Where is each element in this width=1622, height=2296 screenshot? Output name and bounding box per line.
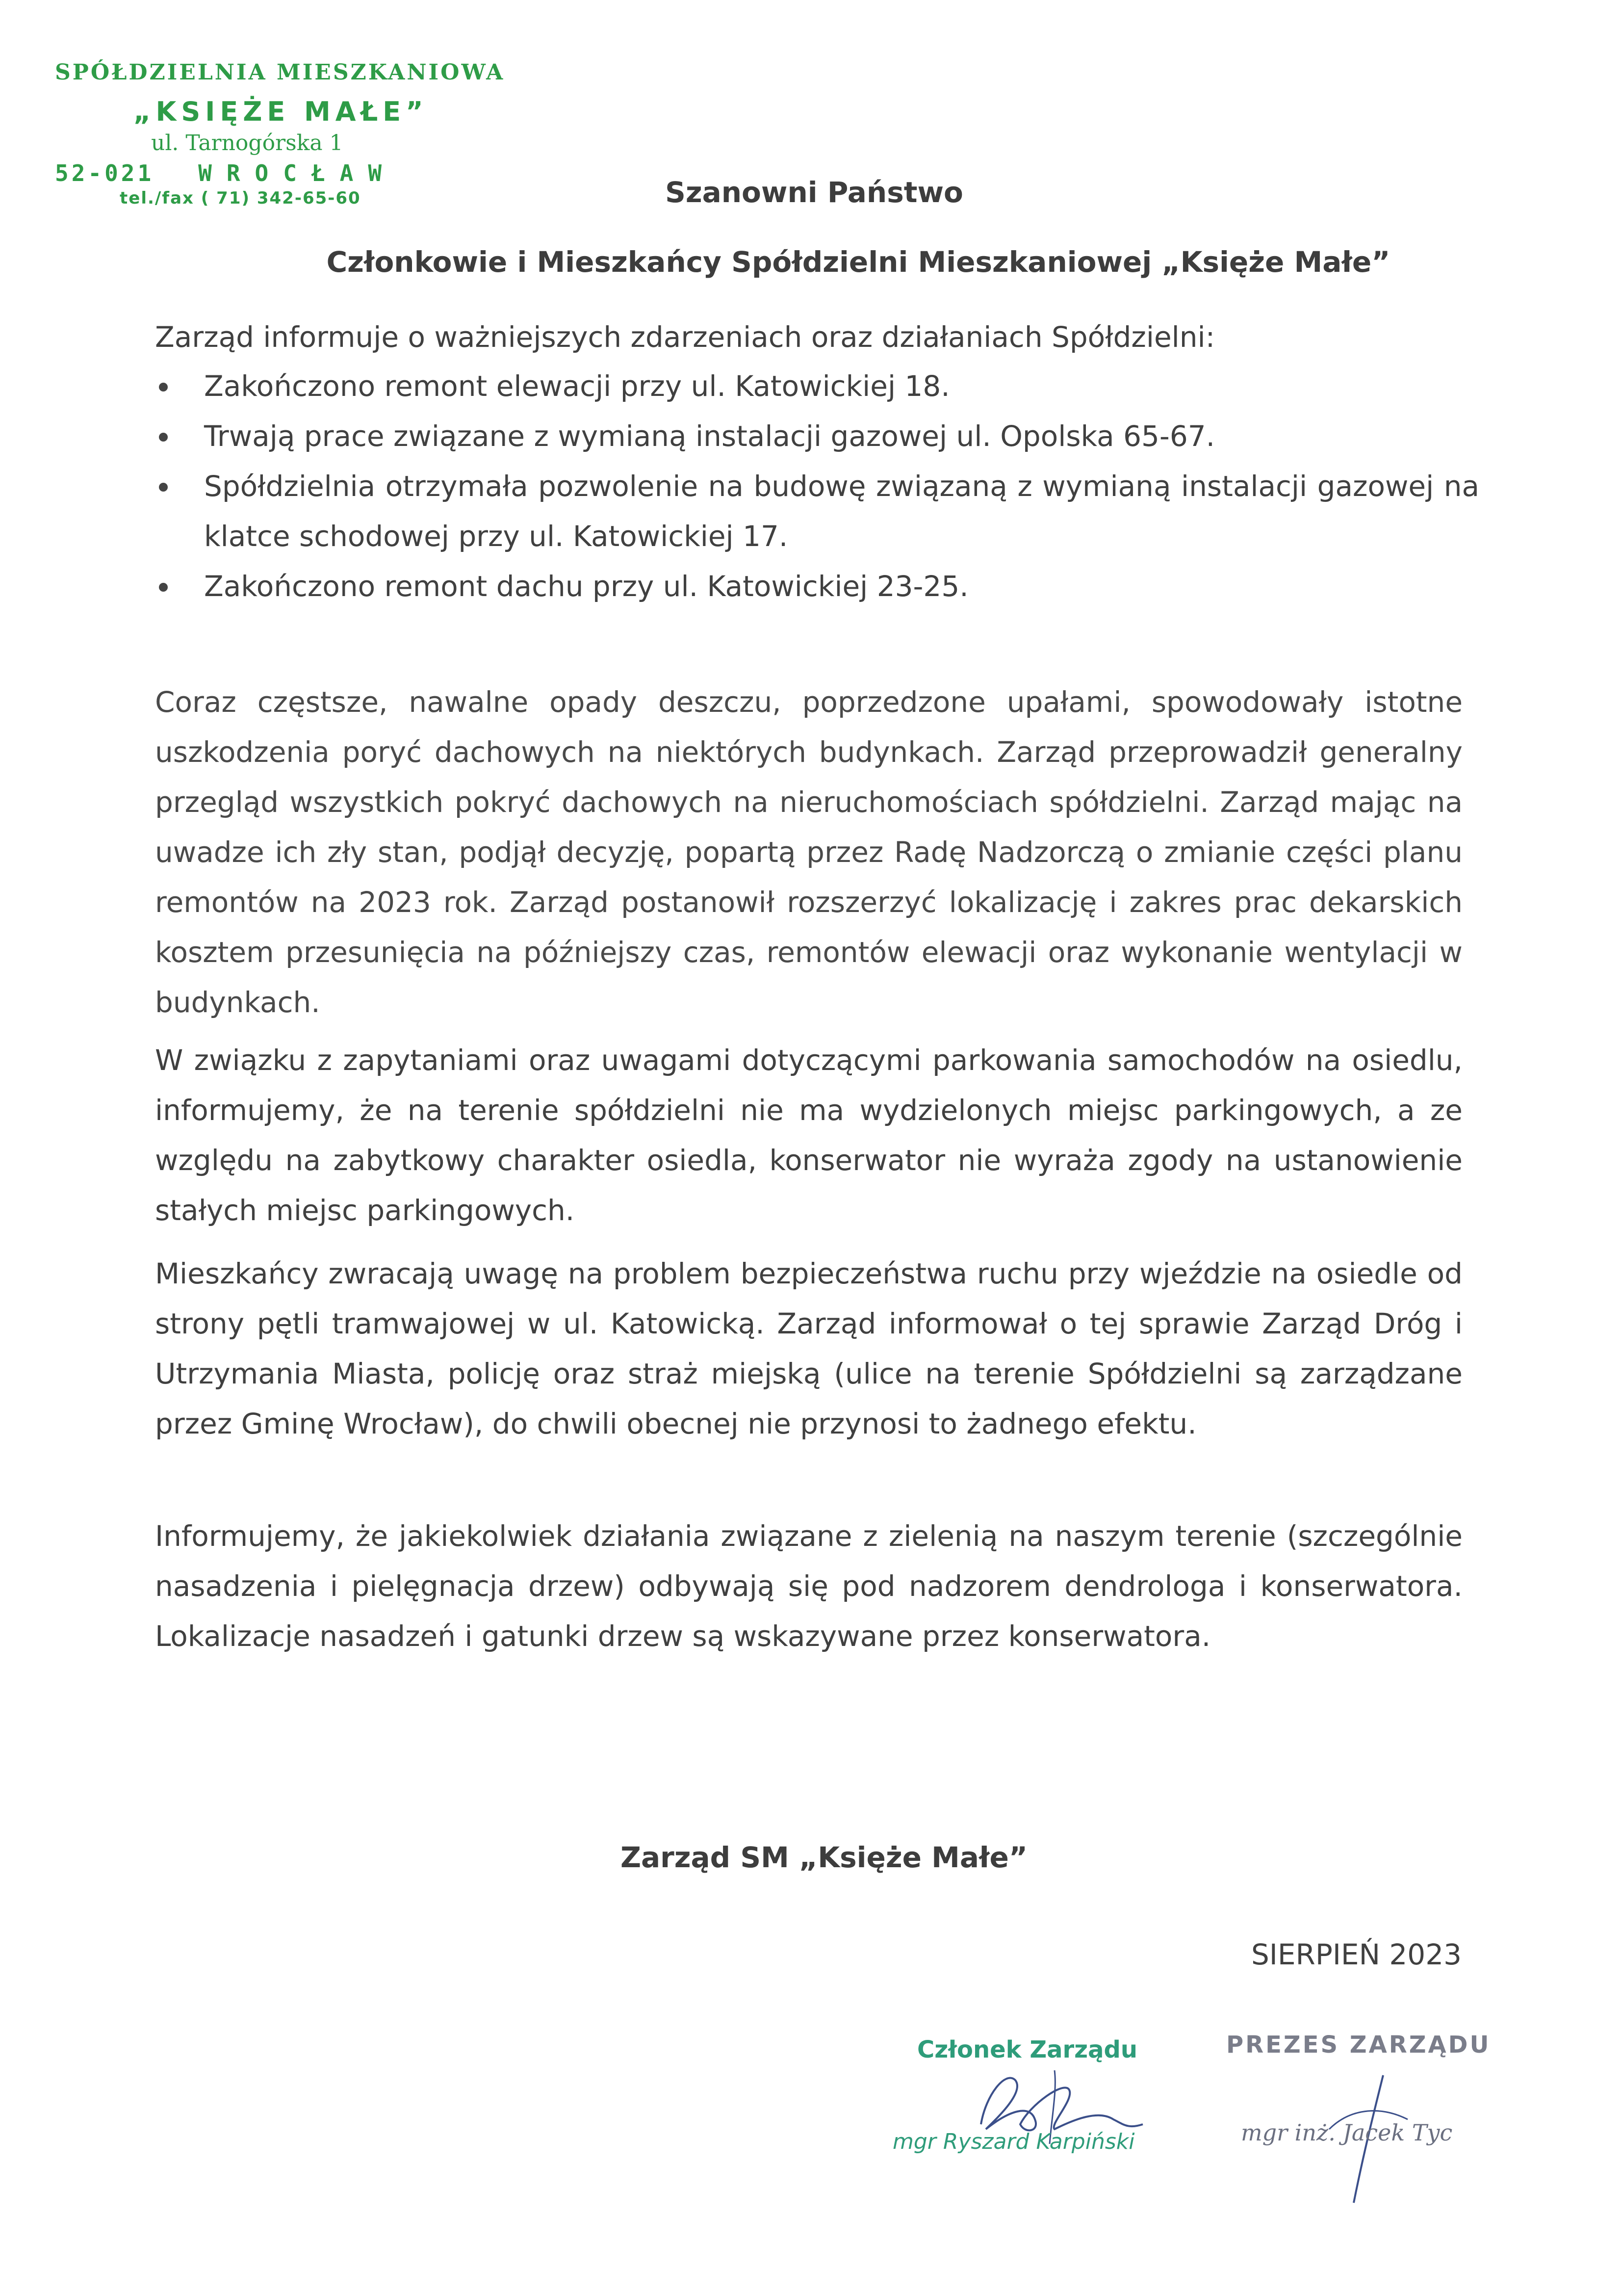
- signature-name: mgr Ryszard Karpiński: [893, 2129, 1135, 2154]
- stamp-line-city: [55, 160, 396, 186]
- greeting-heading: Szanowni Państwo: [665, 176, 963, 209]
- intro-text: Zarząd informuje o ważniejszych zdarzeniach oraz działaniach Spółdzielni:: [155, 320, 1215, 354]
- signature-board-member: [893, 2036, 1197, 2183]
- list-item: Spółdzielnia otrzymała pozwolenie na budowę związaną z wymianą instalacji gazowej na klatce schodowej przy ul. Katowickiej 17.: [155, 461, 1479, 561]
- stamp-line-phone: tel./fax ( 71) 342-65-60: [120, 188, 361, 208]
- signature-name: mgr inż. Jacek Tyc: [1241, 2119, 1453, 2146]
- paragraph-text: Coraz częstsze, nawalne opady deszczu, poprzedzone upałami, spowodowały istotne uszkodzenia poryć dachowych na niektórych budynkach. Zarząd przeprowadził generalny przegląd wszystkich pokryć dachowych na nieruchomościach spółdzielni. Zarząd mając na uwadze ich zły stan, podjął decyzję, popartą przez Radę Nadzorczą o zmianie części planu remontów na 2023 rok. Zarząd postanowił rozszerzyć lokalizację i zakres prac dekarskich kosztem przesunięcia na późniejszy czas, remontów elewacji oraz wykonanie wentylacji w budynkach.: [155, 685, 1463, 1019]
- events-list: [155, 361, 1479, 611]
- stamp-line-estate: „KSIĘŻE MAŁE”: [133, 96, 428, 127]
- list-item: Trwają prace związane z wymianą instalacji gazowej ul. Opolska 65-67.: [155, 411, 1479, 461]
- stamp-line-name: SPÓŁDZIELNIA MIESZKANIOWA: [55, 60, 505, 85]
- list-item: Zakończono remont elewacji przy ul. Katowickiej 18.: [155, 361, 1479, 411]
- stamp-city: WROCŁAW: [198, 160, 397, 186]
- signature-president: [1226, 2021, 1570, 2218]
- paragraph-text: Informujemy, że jakiekolwiek działania związane z zielenią na naszym terenie (szczególnie nasadzenia i pielęgnacja drzew) odbywają się pod nadzorem dendrologa i konserwatora. Lokalizacje nasadzeń i gatunki drzew są wskazywane przez konserwatora.: [155, 1519, 1463, 1653]
- paragraph-traffic: [155, 1249, 1463, 1449]
- closing-signoff: Zarząd SM „Księże Małe”: [620, 1841, 1028, 1874]
- paragraph-text: W związku z zapytaniami oraz uwagami dotyczącymi parkowania samochodów na osiedlu, informujemy, że na terenie spółdzielni nie ma wydzielonych miejsc parkingowych, a ze względu na zabytkowy charakter osiedla, konserwator nie wyraża zgody na ustanowienie stałych miejsc parkingowych.: [155, 1044, 1463, 1227]
- paragraph-text: Mieszkańcy zwracają uwagę na problem bezpieczeństwa ruchu przy wjeździe na osiedle od strony pętli tramwajowej w ul. Katowicką. Zarząd informował o tej sprawie Zarząd Dróg i Utrzymania Miasta, policję oraz straż miejską (ulice na terenie Spółdzielni są zarządzane przez Gminę Wrocław), do chwili obecnej nie przynosi to żadnego efektu.: [155, 1257, 1463, 1440]
- paragraph-greenery: [155, 1511, 1463, 1661]
- paragraph-parking: [155, 1035, 1463, 1235]
- stamp-postcode: 52-021: [55, 160, 154, 186]
- addressee-heading: Członkowie i Mieszkańcy Spółdzielni Mieszkaniowej „Księże Małe”: [326, 245, 1390, 279]
- letter-date: SIERPIEŃ 2023: [1251, 1938, 1462, 1971]
- paragraph-roofs: [155, 677, 1463, 1027]
- signature-role: PREZES ZARZĄDU: [1226, 2031, 1491, 2059]
- list-item: Zakończono remont dachu przy ul. Katowickiej 23-25.: [155, 561, 1479, 611]
- signature-role: Członek Zarządu: [917, 2036, 1138, 2063]
- stamp-line-street: ul. Tarnogórska 1: [151, 130, 343, 156]
